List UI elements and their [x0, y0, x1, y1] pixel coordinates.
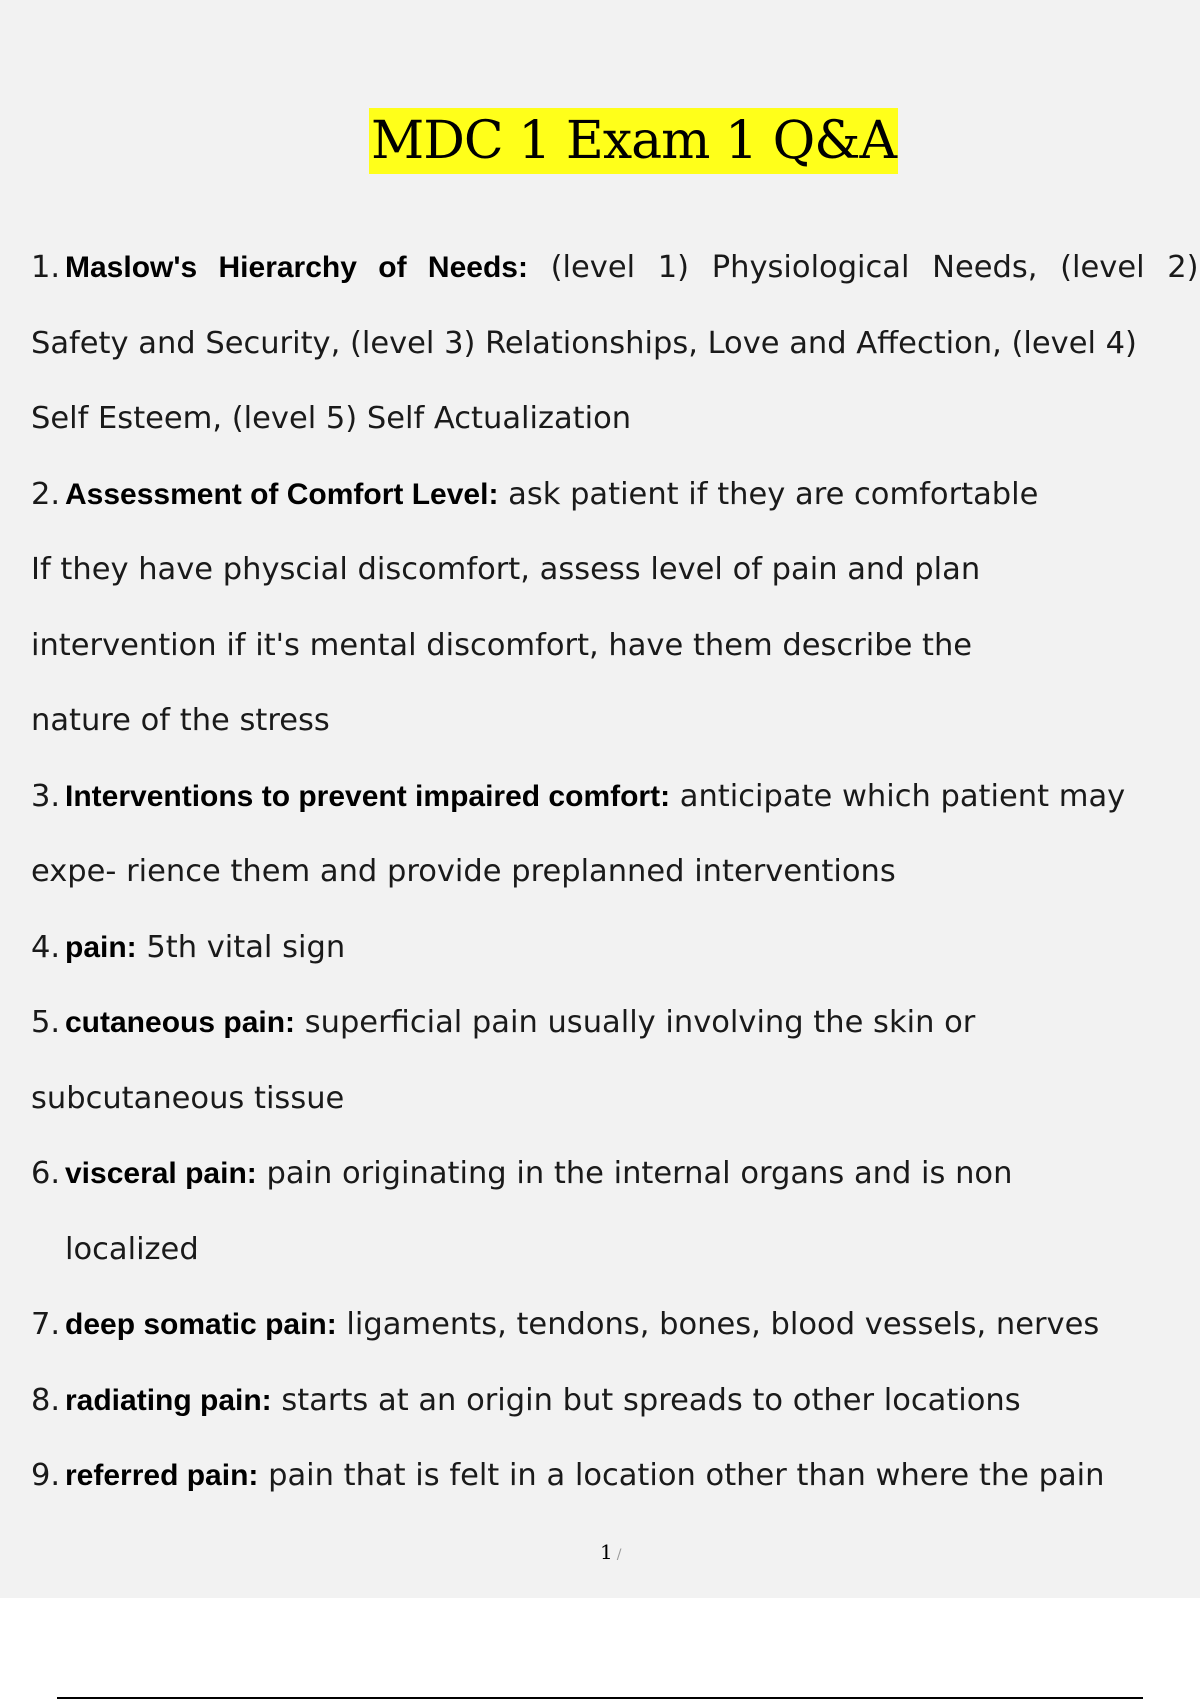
item-term: cutaneous pain:	[65, 1006, 296, 1039]
page-number-suffix: /	[616, 1547, 622, 1563]
item-text: ligaments, tendons, bones, blood vessels, nerves	[336, 1307, 1100, 1342]
item-number: 5.	[31, 1005, 61, 1040]
item-continuation: If they have physcial discomfort, assess level of pain and plan	[31, 552, 981, 587]
item-continuation: Self Esteem, (level 5) Self Actualization	[31, 401, 632, 436]
item-term: Interventions to prevent impaired comfort:	[65, 779, 671, 813]
item-number: 4.	[31, 929, 61, 965]
list-item	[31, 1287, 1200, 1363]
item-term: Maslow's Hierarchy of Needs:	[65, 251, 528, 284]
list-item	[31, 1438, 1200, 1514]
qa-list	[31, 230, 1200, 1514]
item-number: 9.	[31, 1458, 61, 1493]
item-number: 2.	[31, 476, 61, 512]
item-continuation: subcutaneous tissue	[31, 1080, 345, 1116]
item-continuation: expe- rience them and provide preplanned interventions	[31, 854, 896, 889]
list-item	[31, 910, 1200, 986]
page-number-value: 1	[600, 1540, 613, 1564]
item-term: radiating pain:	[65, 1383, 272, 1417]
item-text: pain that is felt in a location other than where the pain	[258, 1458, 1105, 1493]
item-text: 5th vital sign	[136, 929, 346, 965]
item-text: anticipate which patient may	[670, 778, 1126, 814]
item-continuation: localized	[65, 1231, 199, 1267]
page-number	[600, 1540, 621, 1564]
item-term: Assessment of Comfort Level:	[65, 477, 499, 511]
item-text: starts at an origin but spreads to other locations	[271, 1382, 1021, 1418]
item-number: 3.	[31, 778, 61, 814]
page-title: MDC 1 Exam 1 Q&A	[369, 108, 898, 174]
item-text: superficial pain usually involving the skin or	[295, 1005, 976, 1040]
item-term: visceral pain:	[65, 1157, 257, 1190]
item-number: 7.	[31, 1307, 61, 1342]
item-term: referred pain:	[65, 1459, 259, 1492]
item-continuation: intervention if it's mental discomfort, have them describe the	[31, 627, 973, 663]
list-item	[31, 985, 1200, 1061]
list-item	[31, 457, 1200, 533]
item-number: 8.	[31, 1382, 61, 1418]
list-item	[31, 759, 1200, 835]
item-text: (level 1) Physiological Needs, (level 2)	[527, 250, 1199, 285]
item-text: pain originating in the internal organs and is non	[256, 1156, 1013, 1191]
item-text: ask patient if they are comfortable	[498, 476, 1039, 512]
item-number: 6.	[31, 1156, 61, 1191]
list-item	[31, 230, 1200, 306]
next-page-rule	[57, 1697, 1143, 1699]
item-continuation: Safety and Security, (level 3) Relationships, Love and Affection, (level 4)	[31, 325, 1137, 361]
item-continuation: nature of the stress	[31, 703, 330, 738]
list-item	[31, 1136, 1200, 1212]
item-term: deep somatic pain:	[65, 1308, 337, 1341]
list-item	[31, 1363, 1200, 1439]
item-number: 1.	[31, 250, 61, 285]
item-term: pain:	[65, 930, 137, 964]
